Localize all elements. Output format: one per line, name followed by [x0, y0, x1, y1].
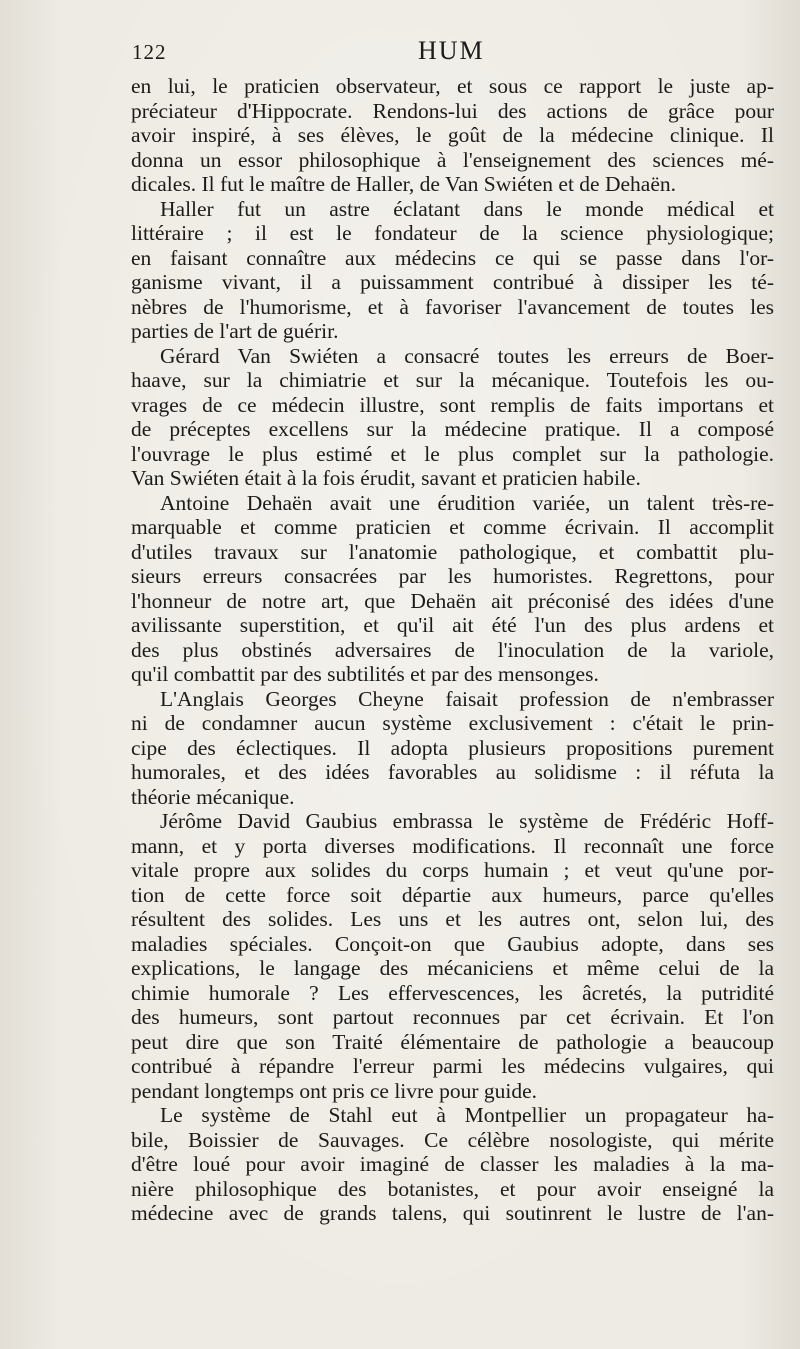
text-line: de préceptes excellens sur la médecine pratique. Il a composé — [131, 417, 774, 441]
paragraph — [131, 1103, 774, 1226]
text-line: d'utiles travaux sur l'anatomie pathologique, et combattit plu- — [131, 539, 774, 564]
text-line: avilissante superstition, et qu'il ait été l'un des plus ardens et — [131, 613, 774, 637]
text-line: contribué à répandre l'erreur parmi les médecins vulgaires, qui — [131, 1054, 774, 1078]
text-line: L'Anglais Georges Cheyne faisait profession de n'embrasser — [160, 686, 774, 711]
paragraph — [131, 74, 774, 197]
text-line: nèbres de l'humorisme, et à favoriser l'avancement de toutes les — [131, 294, 774, 319]
text-line: explications, le langage des mécaniciens et même celui de la — [131, 956, 774, 980]
text-line: Le système de Stahl eut à Montpellier un propagateur ha- — [160, 1103, 774, 1127]
body-text — [131, 74, 774, 1226]
paragraph — [131, 687, 774, 810]
text-line: parties de l'art de guérir. — [131, 319, 339, 343]
text-line: haave, sur la chimiatrie et sur la mécanique. Toutefois les ou- — [131, 368, 774, 392]
text-line: bile, Boissier de Sauvages. Ce célèbre nosologiste, qui mérite — [131, 1127, 774, 1152]
text-line: Jérôme David Gaubius embrassa le système de Frédéric Hoff- — [160, 809, 774, 833]
paragraph — [131, 809, 774, 1103]
text-line: des plus obstinés adversaires de l'inoculation de la variole, — [131, 637, 774, 662]
text-line: qu'il combattit par des subtilités et par des mensonges. — [131, 662, 599, 686]
text-line: Gérard Van Swiéten a consacré toutes les erreurs de Boer- — [160, 343, 774, 368]
text-line: tion de cette force soit départie aux humeurs, parce qu'elles — [131, 882, 774, 907]
text-line: peut dire que son Traité élémentaire de pathologie a beaucoup — [131, 1029, 774, 1054]
text-line: en lui, le praticien observateur, et sous ce rapport le juste ap- — [131, 74, 774, 98]
text-line: cipe des éclectiques. Il adopta plusieurs propositions purement — [131, 735, 774, 760]
text-line: nière philosophique des botanistes, et pour avoir enseigné la — [131, 1176, 774, 1201]
text-line: ni de condamner aucun système exclusivement : c'était le prin- — [131, 711, 774, 735]
text-line: humorales, et des idées favorables au solidisme : il réfuta la — [131, 760, 774, 784]
text-line: résultent des solides. Les uns et les autres ont, selon lui, des — [131, 907, 774, 931]
paragraph — [131, 344, 774, 491]
text-line: l'ouvrage le plus estimé et le plus complet sur la pathologie. — [131, 441, 774, 466]
text-line: Haller fut un astre éclatant dans le monde médical et — [160, 196, 774, 221]
paragraph — [131, 491, 774, 687]
text-line: théorie mécanique. — [131, 784, 295, 809]
text-line: vitale propre aux solides du corps humain ; et veut qu'une por- — [131, 858, 774, 882]
page-number: 122 — [132, 40, 167, 64]
text-line: chimie humorale ? Les effervescences, les âcretés, la putridité — [131, 980, 774, 1005]
text-line: marquable et comme praticien et comme écrivain. Il accomplit — [131, 515, 774, 539]
text-line: des humeurs, sont partout reconnues par cet écrivain. Et l'on — [131, 1005, 774, 1029]
text-line: Van Swiéten était à la fois érudit, savant et praticien habile. — [131, 466, 641, 490]
text-line: avoir inspiré, à ses élèves, le goût de la médecine clinique. Il — [131, 123, 774, 147]
text-line: pendant longtemps ont pris ce livre pour guide. — [131, 1078, 538, 1103]
text-line: donna un essor philosophique à l'enseignement des sciences mé- — [131, 147, 774, 172]
text-line: d'être loué pour avoir imaginé de classer les maladies à la ma- — [131, 1152, 774, 1176]
text-line: Antoine Dehaën avait une érudition variée, un talent très-re- — [160, 490, 774, 515]
text-line: l'honneur de notre art, que Dehaën ait préconisé des idées d'une — [131, 588, 774, 613]
text-line: dicales. Il fut le maître de Haller, de Van Swiéten et de Dehaën. — [131, 172, 676, 196]
text-line: médecine avec de grands talens, qui soutinrent le lustre de l'an- — [131, 1201, 774, 1225]
text-line: préciateur d'Hippocrate. Rendons-lui des actions de grâce pour — [131, 98, 774, 123]
text-line: maladies spéciales. Conçoit-on que Gaubius adopte, dans ses — [131, 931, 774, 956]
text-line: mann, et y porta diverses modifications. Il reconnaît une force — [131, 833, 774, 858]
page-header — [132, 36, 772, 70]
text-line: en faisant connaître aux médecins ce qui se passe dans l'or- — [131, 245, 774, 270]
text-line: vrages de ce médecin illustre, sont remplis de faits importans et — [131, 392, 774, 417]
text-line: sieurs erreurs consacrées par les humoristes. Regrettons, pour — [131, 564, 774, 588]
text-line: littéraire ; il est le fondateur de la science physiologique; — [131, 221, 774, 245]
paragraph — [131, 197, 774, 344]
running-head: HUM — [418, 36, 485, 65]
text-line: ganisme vivant, il a puissamment contribué à dissiper les té- — [131, 270, 774, 294]
